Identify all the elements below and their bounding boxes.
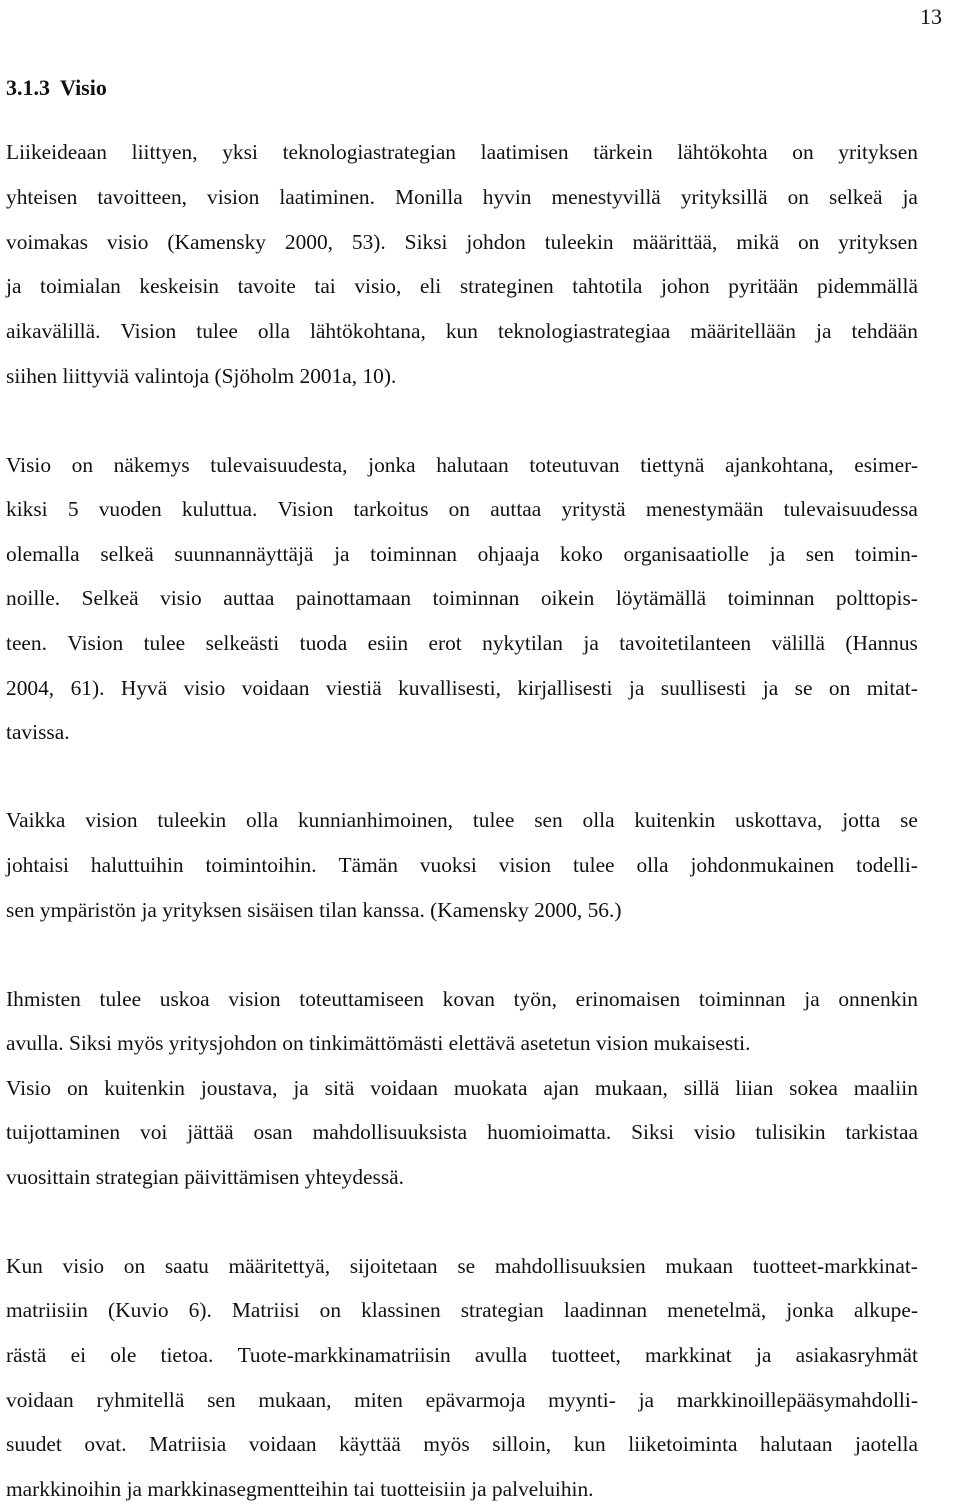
text-line: suudet ovat. Matriisia voidaan käyttää myös silloin, kun liiketoiminta halutaan jaotella: [6, 1432, 918, 1456]
section-number: 3.1.3: [6, 75, 50, 100]
text-line: tavissa.: [6, 720, 70, 744]
text-line: tuijottaminen voi jättää osan mahdollisuuksista huomioimatta. Siksi visio tulisikin tarkistaa: [6, 1120, 918, 1144]
text-line: aikavälillä. Vision tulee olla lähtökohtana, kun teknologiastrategiaa määritellään ja tehdään: [6, 319, 918, 343]
text-line: vuosittain strategian päivittämisen yhteydessä.: [6, 1165, 405, 1189]
text-line: matriisiin (Kuvio 6). Matriisi on klassinen strategian laadinnan menetelmä, jonka alkupe-: [6, 1298, 918, 1322]
text-line: markkinoihin ja markkinasegmentteihin tai tuotteisiin ja palveluihin.: [6, 1477, 594, 1501]
text-line: noille. Selkeä visio auttaa painottamaan toiminnan oikein löytämällä toiminnan polttopis-: [6, 586, 918, 610]
text-line: yhteisen tavoitteen, vision laatiminen. Monilla hyvin menestyvillä yrityksillä on selkeä ja: [6, 185, 918, 209]
text-line: 2004, 61). Hyvä visio voidaan viestiä kuvallisesti, kirjallisesti ja suullisesti ja se on mitat-: [6, 676, 918, 700]
section-heading: [6, 73, 107, 103]
text-line: voimakas visio (Kamensky 2000, 53). Siksi johdon tuleekin määrittää, mikä on yrityksen: [6, 230, 918, 254]
text-line: rästä ei ole tietoa. Tuote-markkinamatriisin avulla tuotteet, markkinat ja asiakasryhmät: [6, 1343, 918, 1367]
text-line: Visio on näkemys tulevaisuudesta, jonka halutaan toteutuvan tiettynä ajankohtana, esimer-: [6, 453, 918, 477]
text-line: Ihmisten tulee uskoa vision toteuttamiseen kovan työn, erinomaisen toiminnan ja onnenkin: [6, 987, 918, 1011]
text-line: avulla. Siksi myös yritysjohdon on tinkimättömästi elettävä asetetun vision mukaisesti.: [6, 1031, 751, 1055]
text-line: siihen liittyviä valintoja (Sjöholm 2001a, 10).: [6, 364, 397, 388]
text-line: teen. Vision tulee selkeästi tuoda esiin erot nykytilan ja tavoitetilanteen välillä (Hannus: [6, 631, 918, 655]
text-line: Liikeideaan liittyen, yksi teknologiastrategian laatimisen tärkein lähtökohta on yrityksen: [6, 140, 918, 164]
section-title: Visio: [60, 75, 107, 100]
text-line: kiksi 5 vuoden kuluttua. Vision tarkoitus on auttaa yritystä menestymään tulevaisuudessa: [6, 497, 918, 521]
text-line: Vaikka vision tuleekin olla kunnianhimoinen, tulee sen olla kuitenkin uskottava, jotta se: [6, 808, 918, 832]
page-number: 13: [920, 4, 942, 29]
text-line: voidaan ryhmitellä sen mukaan, miten epävarmoja myynti- ja markkinoillepääsymahdolli-: [6, 1388, 918, 1412]
text-line: olemalla selkeä suunnannäyttäjä ja toiminnan ohjaaja koko organisaatiolle ja sen toimin-: [6, 542, 918, 566]
text-line: Kun visio on saatu määritettyä, sijoitetaan se mahdollisuuksien mukaan tuotteet-markkinat-: [6, 1254, 918, 1278]
text-line: johtaisi haluttuihin toimintoihin. Tämän vuoksi vision tulee olla johdonmukainen todelli-: [6, 853, 918, 877]
text-line: ja toimialan keskeisin tavoite tai visio, eli strateginen tahtotila johon pyritään pidemmällä: [6, 274, 918, 298]
text-line: sen ympäristön ja yrityksen sisäisen tilan kanssa. (Kamensky 2000, 56.): [6, 898, 622, 922]
text-line: Visio on kuitenkin joustava, ja sitä voidaan muokata ajan mukaan, sillä liian sokea maaliin: [6, 1076, 918, 1100]
